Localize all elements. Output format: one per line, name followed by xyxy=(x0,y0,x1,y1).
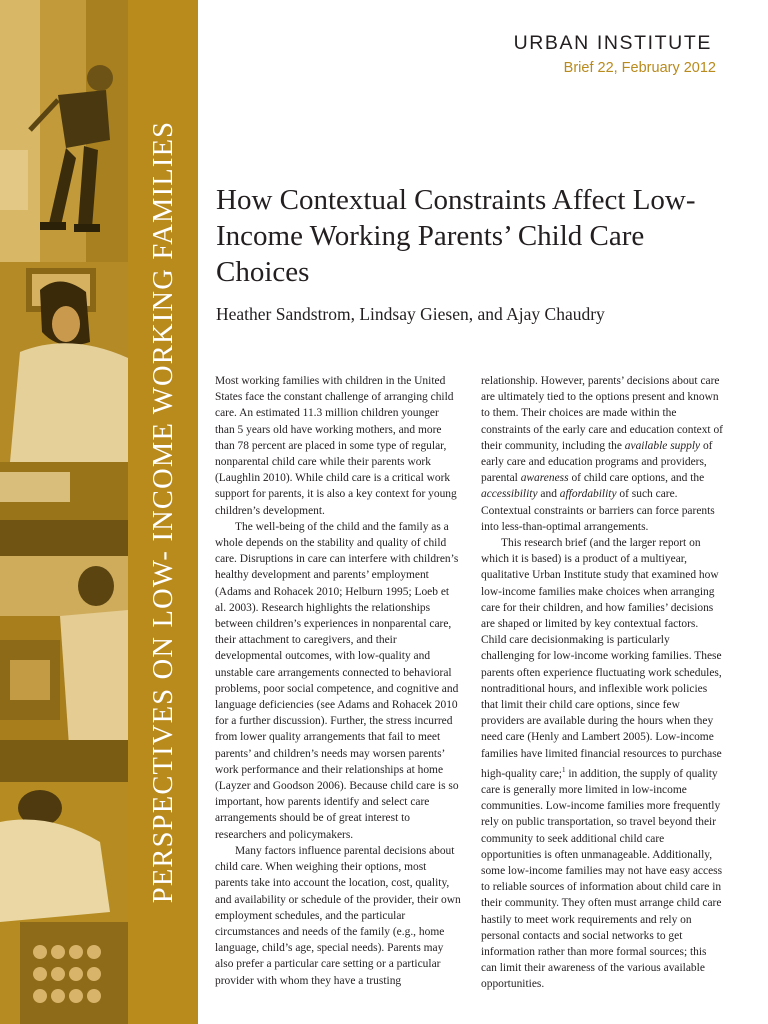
body-column-right xyxy=(481,373,723,993)
document-title: How Contextual Constraints Affect Low-Income Working Parents’ Child Care Choices xyxy=(216,184,696,288)
paragraph: relationship. However, parents’ decisions about care are ultimately tied to the options present and known to them. Their choices are made within the constraints of the early care and education context of their community, including the available supply of early care and education programs and providers, parental awareness of child care options, and the accessibility and affordability of such care. Contextual constraints or barriers can force parents into less-than-optimal arrangements. xyxy=(481,375,723,533)
paragraph: Most working families with children in the United States face the constant challenge of arranging child care. An estimated 11.3 million children younger than 5 years old have working mothers, and more than 78 percent are placed in some type of regular, nonparental child care while their parents work (Laughlin 2010). While child care is a critical work support for parents, it is also a key context for young children’s development. xyxy=(215,375,457,517)
photo-strip xyxy=(0,0,128,1024)
paragraph: The well-being of the child and the family as a whole depends on the stability and quality of child care. Disruptions in care can interfere with children’s healthy development and parents’ employment (Adams and Rohacek 2010; Helburn 1995; Loeb et al. 2003). Research highlights the relationships between children’s experiences in nonparental care, their attachment to caregivers, and their developmental outcomes, with low-quality and unstable care arrangements connected to behavioral problems, poor social competence, and cognitive and language deficiencies (see Adams and Rohacek 2010 for a further discussion). Further, the stress incurred from lower quality arrangements that fail to meet parents’ and children’s needs may worsen parents’ work performance and their relationships at home (Layzer and Goodson 2006). Because child care is so important, how parents identify and select care arrangements should be of great interest to researchers and policymakers. xyxy=(215,520,459,841)
brief-number-date: Brief 22, February 2012 xyxy=(563,60,716,76)
photo-food-worker xyxy=(0,782,128,1024)
footnote-marker: 1 xyxy=(561,765,566,774)
authors: Heather Sandstrom, Lindsay Giesen, and Ajay Chaudry xyxy=(216,304,605,324)
series-band xyxy=(128,0,200,1024)
band-divider xyxy=(198,0,200,1024)
photo-worker-cleaning xyxy=(0,0,128,262)
organization-name: URBAN INSTITUTE xyxy=(513,32,712,54)
photo-caregiver xyxy=(0,262,128,520)
paragraph: This research brief (and the larger report on which it is based) is a product of a multiyear, qualitative Urban Institute study that examined how low-income families make choices when arranging care for their children, and how families’ decisions are shaped or limited by key contextual factors. Child care decisionmaking is particularly challenging for low-income working families. These parents often experience fluctuating work schedules, nontraditional hours, and inflexible work policies that limit their child care options, since few providers are available during the hours when they need care (Henly and Lambert 2005). Low-income families have limited financial resources to purchase high-quality care;$^1$ in addition, the supply of quality care is generally more limited in low-income communities. Low-income families more frequently rely on public transportation, so travel beyond their community to seek additional child care opportunities is often unmanageable. Additionally, some low-income families may not have easy access to reliable sources of information about child care in their community. They often must arrange child care hastily to meet work requirements and rely on personal contacts and social networks to get information rather than more formal sources; this can limit their awareness of the various available opportunities. xyxy=(481,537,723,991)
photo-kitchen-worker xyxy=(0,520,128,782)
series-label: PERSPECTIVES ON LOW- INCOME WORKING FAMILIES xyxy=(148,120,179,904)
paragraph: Many factors influence parental decisions about child care. When weighing their options, most parents take into account the location, cost, quality, and availability or schedule of the provider, their own employment schedules, and the particular circumstances and needs of the family (e.g., home language, child’s age, special needs). Parents may also prefer a particular care setting or a particular provider with whom they have a trusting xyxy=(215,844,461,987)
body-column-left xyxy=(215,373,461,989)
